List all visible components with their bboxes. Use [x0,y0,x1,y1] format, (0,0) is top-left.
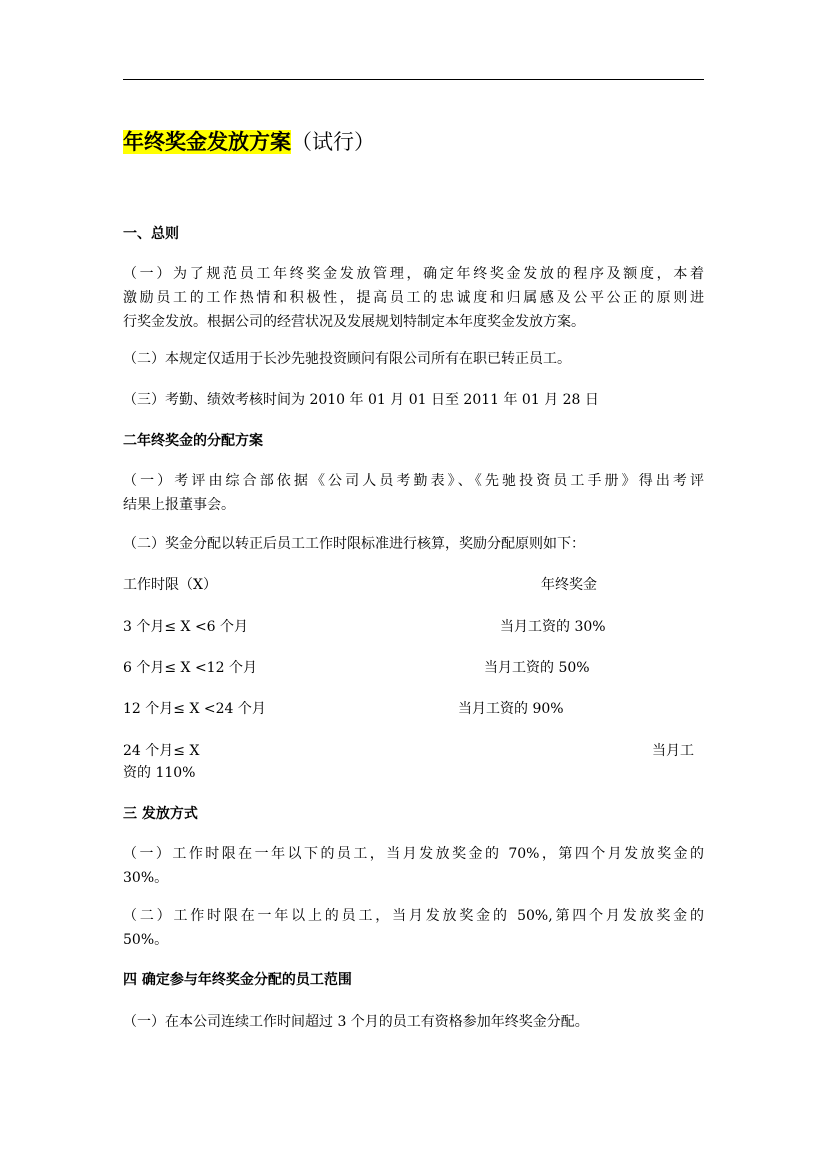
table-header-tenure: 工作时限（X） [123,577,217,593]
header-rule [123,79,704,80]
bonus-table-header [123,574,704,596]
table-row [123,657,704,679]
table-cell-bonus: 当月工 [652,743,694,759]
paragraph-line: （三）考勤、绩效考核时间为 2010 年 01 月 01 日至 2011 年 01 月 28 日 [123,392,599,408]
table-header-bonus: 年终奖金 [541,577,597,593]
title-highlighted: 年终奖金发放方案 [123,130,291,154]
section-1-paragraph-1 [123,262,704,334]
table-row [123,698,704,720]
paragraph-line: （二）奖金分配以转正后员工工作时限标准进行核算，奖励分配原则如下： [123,536,585,552]
paragraph-line: 50%。 [123,932,169,948]
paragraph-line: 30%。 [123,870,169,886]
section-1-heading: 一、总则 [123,226,179,242]
paragraph-line: （一）在本公司连续工作时间超过 3 个月的员工有资格参加年终奖金分配。 [123,1014,589,1030]
paragraph-line: （二）本规定仅适用于长沙先驰投资顾问有限公司所有在职已转正员工。 [123,351,571,367]
section-2-paragraph-1 [123,469,704,517]
section-2-paragraph-2 [123,532,704,556]
table-row-continuation [123,762,704,784]
section-4-paragraph-1 [123,1010,704,1034]
table-cell-bonus: 当月工资的 90% [458,701,564,717]
paragraph-line: （一）工作时限在一年以下的员工，当月发放奖金的 70%，第四个月发放奖金的 [123,846,704,862]
table-cell-bonus: 当月工资的 50% [484,660,590,676]
paragraph-line: （一）为了规范员工年终奖金发放管理，确定年终奖金发放的程序及额度，本着 [123,266,704,282]
section-3-paragraph-1 [123,842,704,890]
paragraph-line: （一）考评由综合部依据《公司人员考勤表》、《先驰投资员工手册》得出考评 [123,473,704,489]
paragraph-line: 结果上报董事会。 [123,497,235,513]
table-cell-bonus: 当月工资的 30% [500,619,606,635]
table-row [123,740,704,762]
document-title [123,128,375,156]
section-2-heading: 二年终奖金的分配方案 [123,433,263,449]
table-row [123,616,704,638]
paragraph-line: （二）工作时限在一年以上的员工，当月发放奖金的 50%,第四个月发放奖金的 [123,908,704,924]
section-1-paragraph-3 [123,388,704,412]
table-cell-bonus-wrap: 资的 110% [123,765,196,781]
table-cell-tenure: 12 个月≤ X <24 个月 [123,701,266,717]
paragraph-line: 激励员工的工作热情和积极性，提高员工的忠诚度和归属感及公平公正的原则进 [123,290,704,306]
table-cell-tenure: 3 个月≤ X <6 个月 [123,619,249,635]
table-cell-tenure: 6 个月≤ X <12 个月 [123,660,257,676]
title-suffix: （试行） [291,130,375,154]
section-4-heading: 四 确定参与年终奖金分配的员工范围 [123,972,352,988]
paragraph-line: 行奖金发放。根据公司的经营状况及发展规划特制定本年度奖金发放方案。 [123,314,585,330]
table-cell-tenure: 24 个月≤ X [123,743,200,759]
section-3-paragraph-2 [123,904,704,952]
section-3-heading: 三 发放方式 [123,806,198,822]
section-1-paragraph-2 [123,347,704,371]
